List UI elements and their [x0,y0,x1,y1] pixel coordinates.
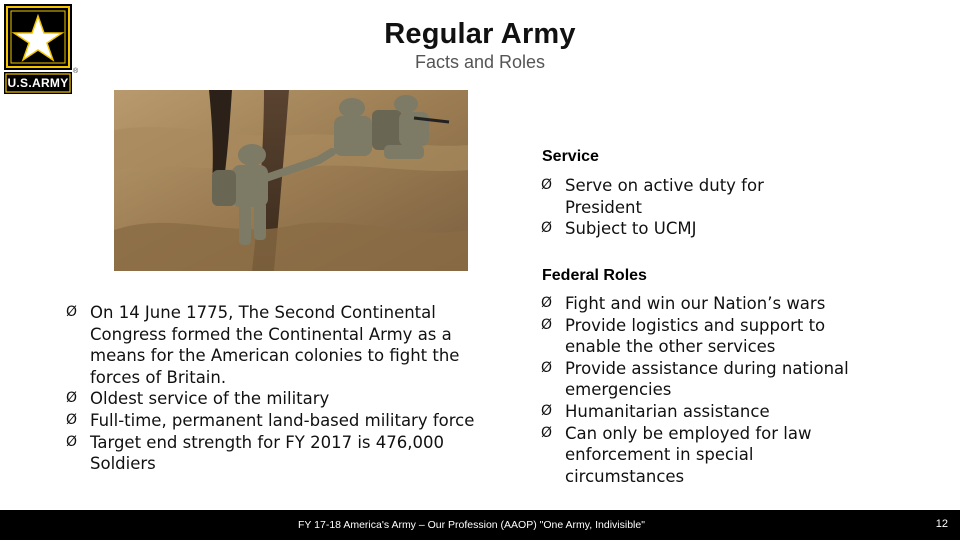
list-item-text: Subject to UCMJ [565,219,697,239]
list-item [541,401,871,423]
arrow-bullet-icon: Ø [66,433,78,450]
list-item [66,432,486,475]
list-item-text: Oldest service of the military [90,389,330,409]
list-item-text: Serve on active duty for President [565,176,764,217]
list-item [66,410,486,432]
arrow-bullet-icon: Ø [541,424,553,441]
list-item-text: On 14 June 1775, The Second Continental Congress formed the Continental Army as a means for the American colonies to fight the forces of Britain. [90,303,460,387]
footer-text: FY 17-18 America's Army – Our Profession (AAOP) "One Army, Indivisible" [298,519,645,531]
arrow-bullet-icon: Ø [66,411,78,428]
federal-roles-heading: Federal Roles [542,267,647,284]
page-title: Regular Army [384,18,576,50]
list-item [541,423,871,488]
arrow-bullet-icon: Ø [541,220,553,237]
soldiers-in-trench-photo-icon [114,90,468,271]
list-item-text: Full-time, permanent land-based military force [90,410,475,430]
arrow-bullet-icon: Ø [66,304,78,320]
arrow-bullet-icon: Ø [66,390,78,407]
list-item-text: Fight and win our Nation’s wars [565,294,826,313]
list-item-text: Can only be employed for law enforcement in special circumstances [565,423,812,486]
soldiers-photo [114,90,468,271]
list-item [66,388,486,410]
list-item [541,358,871,401]
footer-bar [0,510,960,540]
arrow-bullet-icon: Ø [541,177,553,193]
service-heading: Service [542,148,599,165]
arrow-bullet-icon: Ø [541,295,553,311]
list-item-text: Target end strength for FY 2017 is 476,000 Soldiers [90,432,445,474]
list-item [66,302,486,388]
federal-roles-list [541,293,871,487]
registered-mark: ® [73,68,79,75]
page-number: 12 [935,518,948,530]
arrow-bullet-icon: Ø [541,402,553,419]
left-facts-list [66,302,486,475]
page-subtitle: Facts and Roles [414,52,546,72]
arrow-bullet-icon: Ø [541,316,553,333]
list-item [541,293,871,315]
list-item [541,175,791,218]
list-item [541,315,871,358]
arrow-bullet-icon: Ø [541,359,553,376]
logo-wordmark: U.S.ARMY [7,76,69,90]
list-item [541,218,791,240]
list-item-text: Provide logistics and support to enable the other services [565,315,826,357]
service-list [541,175,791,240]
list-item-text: Provide assistance during national emergencies [565,358,849,400]
list-item-text: Humanitarian assistance [565,401,770,421]
